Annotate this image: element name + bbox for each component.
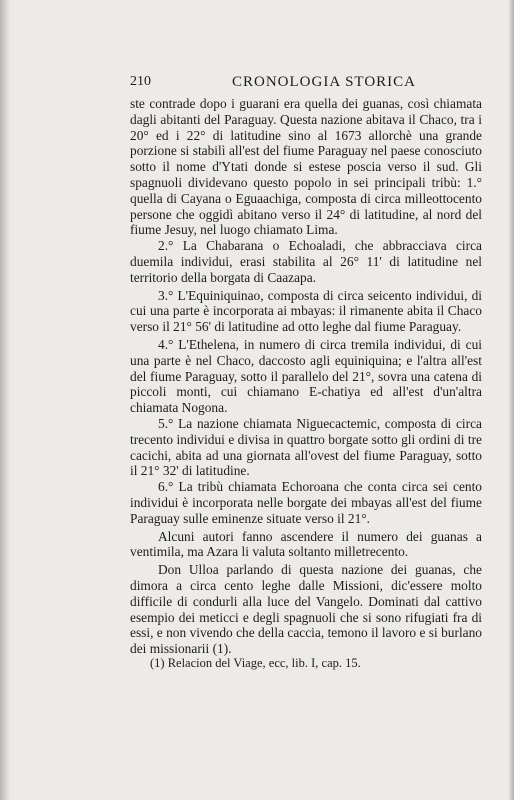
page-edge-shadow	[508, 0, 514, 800]
running-title: CRONOLOGIA STORICA	[232, 74, 416, 90]
running-header	[130, 74, 482, 94]
paragraph-tribe-3: 3.° L'Equiniquinao, composta di circa seicento individui, di cui una parte è incorporata ai mbayas: il rimanente abita il Chaco verso il 21° 56' di latitudine ad otto leghe dal fiume Paraguay.	[130, 287, 482, 335]
page-gutter-shadow	[0, 0, 10, 800]
paragraph-tribe-2: 2.° La Chabarana o Echoaladi, che abbracciava circa duemila individui, erasi stabilita al 26° 11' di latitudine nel territorio della borgata di Caazapa.	[130, 238, 482, 285]
body-text	[130, 96, 482, 657]
paragraph-guanas-intro: ste contrade dopo i guarani era quella dei guanas, così chiamata dagli abitanti del Paraguay. Questa nazione abitava il Chaco, tra i 20° ed i 22° di latitudine sino al 1673 allorchè una grande porzione si stabilì all'est del fiume Paraguay nel paese conosciuto sotto il nome d'Ytati donde si estese poscia verso il sud. Gli spagnuoli dividevano questo popolo in sei principali tribù: 1.° quella di Cayana o Eguaachiga, composta di circa milleottocento persone che oggidì abitano verso il 24° di latitudine, al nord del fiume Jesuy, nel luogo chiamato Lima.	[130, 96, 482, 238]
paragraph-tribe-4: 4.° L'Ethelena, in numero di circa tremila individui, di cui una parte è nel Chaco, daccosto agli equiniquina; e l'altra all'est del fiume Paraguay, sotto il parallelo del 21°, sovra una catena di piccoli monti, cui chiamano E-chatiya ed all'est d'un'altra chiamata Nogona.	[130, 336, 482, 416]
page-number: 210	[130, 74, 151, 89]
paragraph-tribe-6: 6.° La tribù chiamata Echoroana che conta circa sei cento individui è incorporata nelle borgate dei mbayas all'est del fiume Paraguay sulle eminenze situate verso il 21°.	[130, 479, 482, 526]
paragraph-population: Alcuni autori fanno ascendere il numero dei guanas a ventimila, ma Azara li valuta soltanto milletrecento.	[130, 528, 482, 560]
footnote: (1) Relacion del Viage, ecc, lib. I, cap. 15.	[150, 656, 361, 670]
paragraph-ulloa: Don Ulloa parlando di questa nazione dei guanas, che dimora a circa cento leghe dalle Missioni, dic'essere molto difficile di condurli alla luce del Vangelo. Dominati dal cattivo esempio dei meticci e degli spagnuoli che si sono rifugiati fra di essi, e non vivendo che della caccia, temono il lavoro e si burlano dei missionarii (1).	[130, 562, 482, 657]
paragraph-tribe-5: 5.° La nazione chiamata Niguecactemic, composta di circa trecento individui e divisa in quattro borgate sotto gli ordini di tre cacichi, abita ad una giornata all'ovest del fiume Paraguay, sotto il 21° 32' di latitudine.	[130, 415, 482, 479]
